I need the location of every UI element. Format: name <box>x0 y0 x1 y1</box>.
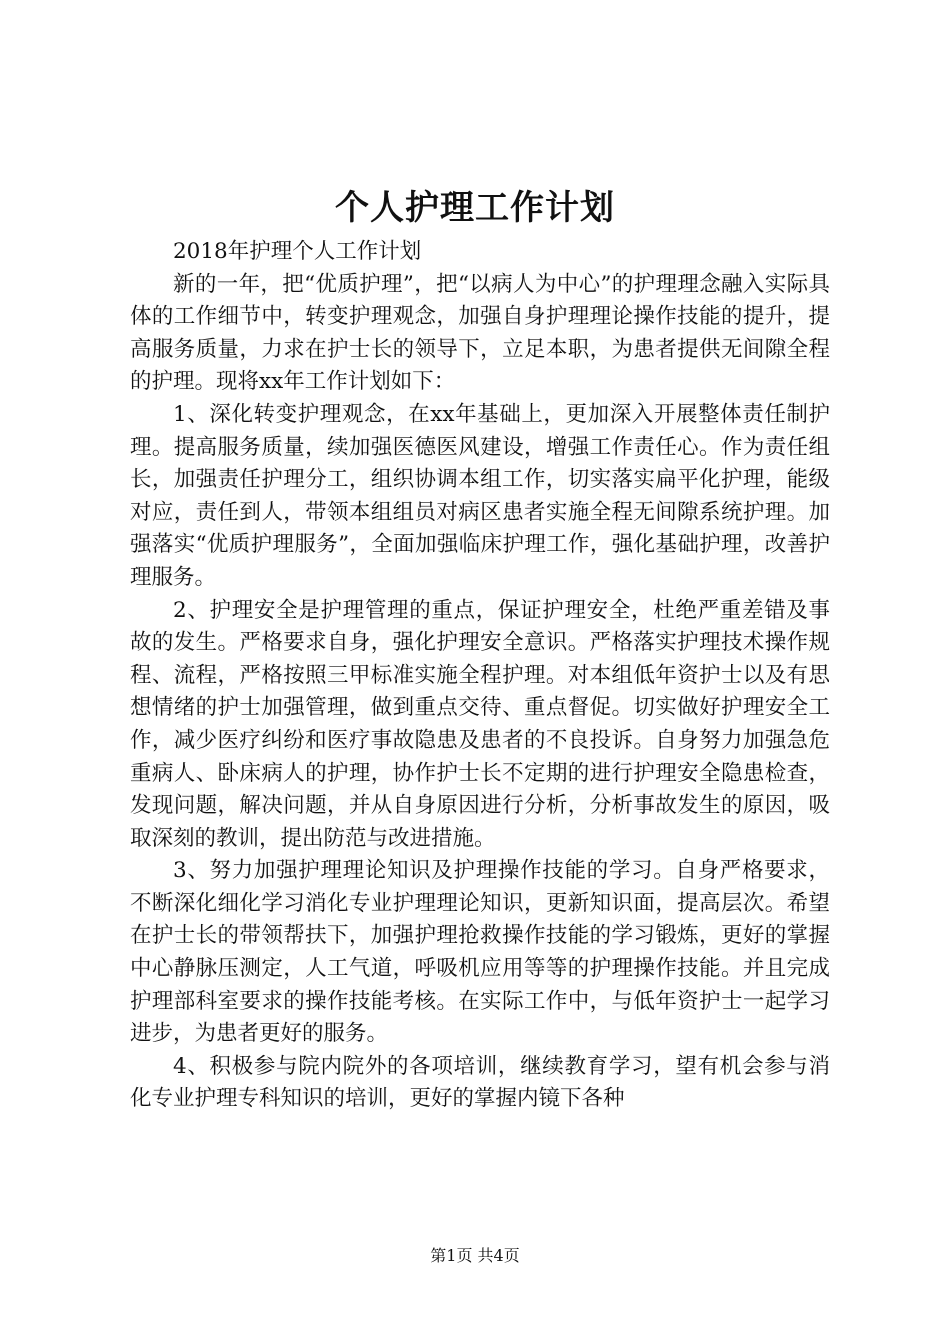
item-2-paragraph: 2、护理安全是护理管理的重点，保证护理安全，杜绝严重差错及事故的发生。严格要求自身，强化护理安全意识。严格落实护理技术操作规程、流程，严格按照三甲标准实施全程护理。对本组低年资护士以及有思想情绪的护士加强管理，做到重点交待、重点督促。切实做好护理安全工作，减少医疗纠纷和医疗事故隐患及患者的不良投诉。自身努力加强急危重病人、卧床病人的护理，协作护士长不定期的进行护理安全隐患检查，发现问题，解决问题，并从自身原因进行分析，分析事故发生的原因，吸取深刻的教训，提出防范与改进措施。 <box>130 597 830 851</box>
page-number-footer: 第1页 共4页 <box>430 1246 520 1265</box>
document-subtitle: 2018年护理个人工作计划 <box>173 239 422 264</box>
item-3-paragraph: 3、努力加强护理理论知识及护理操作技能的学习。自身严格要求，不断深化细化学习消化专业护理理论知识，更新知识面，提高层次。希望在护士长的带领帮扶下，加强护理抢救操作技能的学习锻炼，更好的掌握中心静脉压测定，人工气道，呼吸机应用等等的护理操作技能。并且完成护理部科室要求的操作技能考核。在实际工作中，与低年资护士一起学习进步，为患者更好的服务。 <box>130 858 830 1047</box>
document-body <box>130 236 830 1116</box>
item-1-paragraph: 1、深化转变护理观念，在xx年基础上，更加深入开展整体责任制护理。提高服务质量，续加强医德医风建设，增强工作责任心。作为责任组长，加强责任护理分工，组织协调本组工作，切实落实扁平化护理，能级对应，责任到人，带领本组组员对病区患者实施全程无间隙系统护理。加强落实“优质护理服务”，全面加强临床护理工作，强化基础护理，改善护理服务。 <box>130 401 830 590</box>
document-title: 个人护理工作计划 <box>335 188 615 228</box>
intro-paragraph: 新的一年，把“优质护理”，把“以病人为中心”的护理理念融入实际具体的工作细节中，转变护理观念，加强自身护理理论操作技能的提升，提高服务质量，力求在护士长的领导下，立足本职，为患者提供无间隙全程的护理。现将xx年工作计划如下： <box>130 271 830 395</box>
item-4-paragraph: 4、积极参与院内院外的各项培训，继续教育学习，望有机会参与消化专业护理专科知识的培训，更好的掌握内镜下各种 <box>130 1053 830 1112</box>
